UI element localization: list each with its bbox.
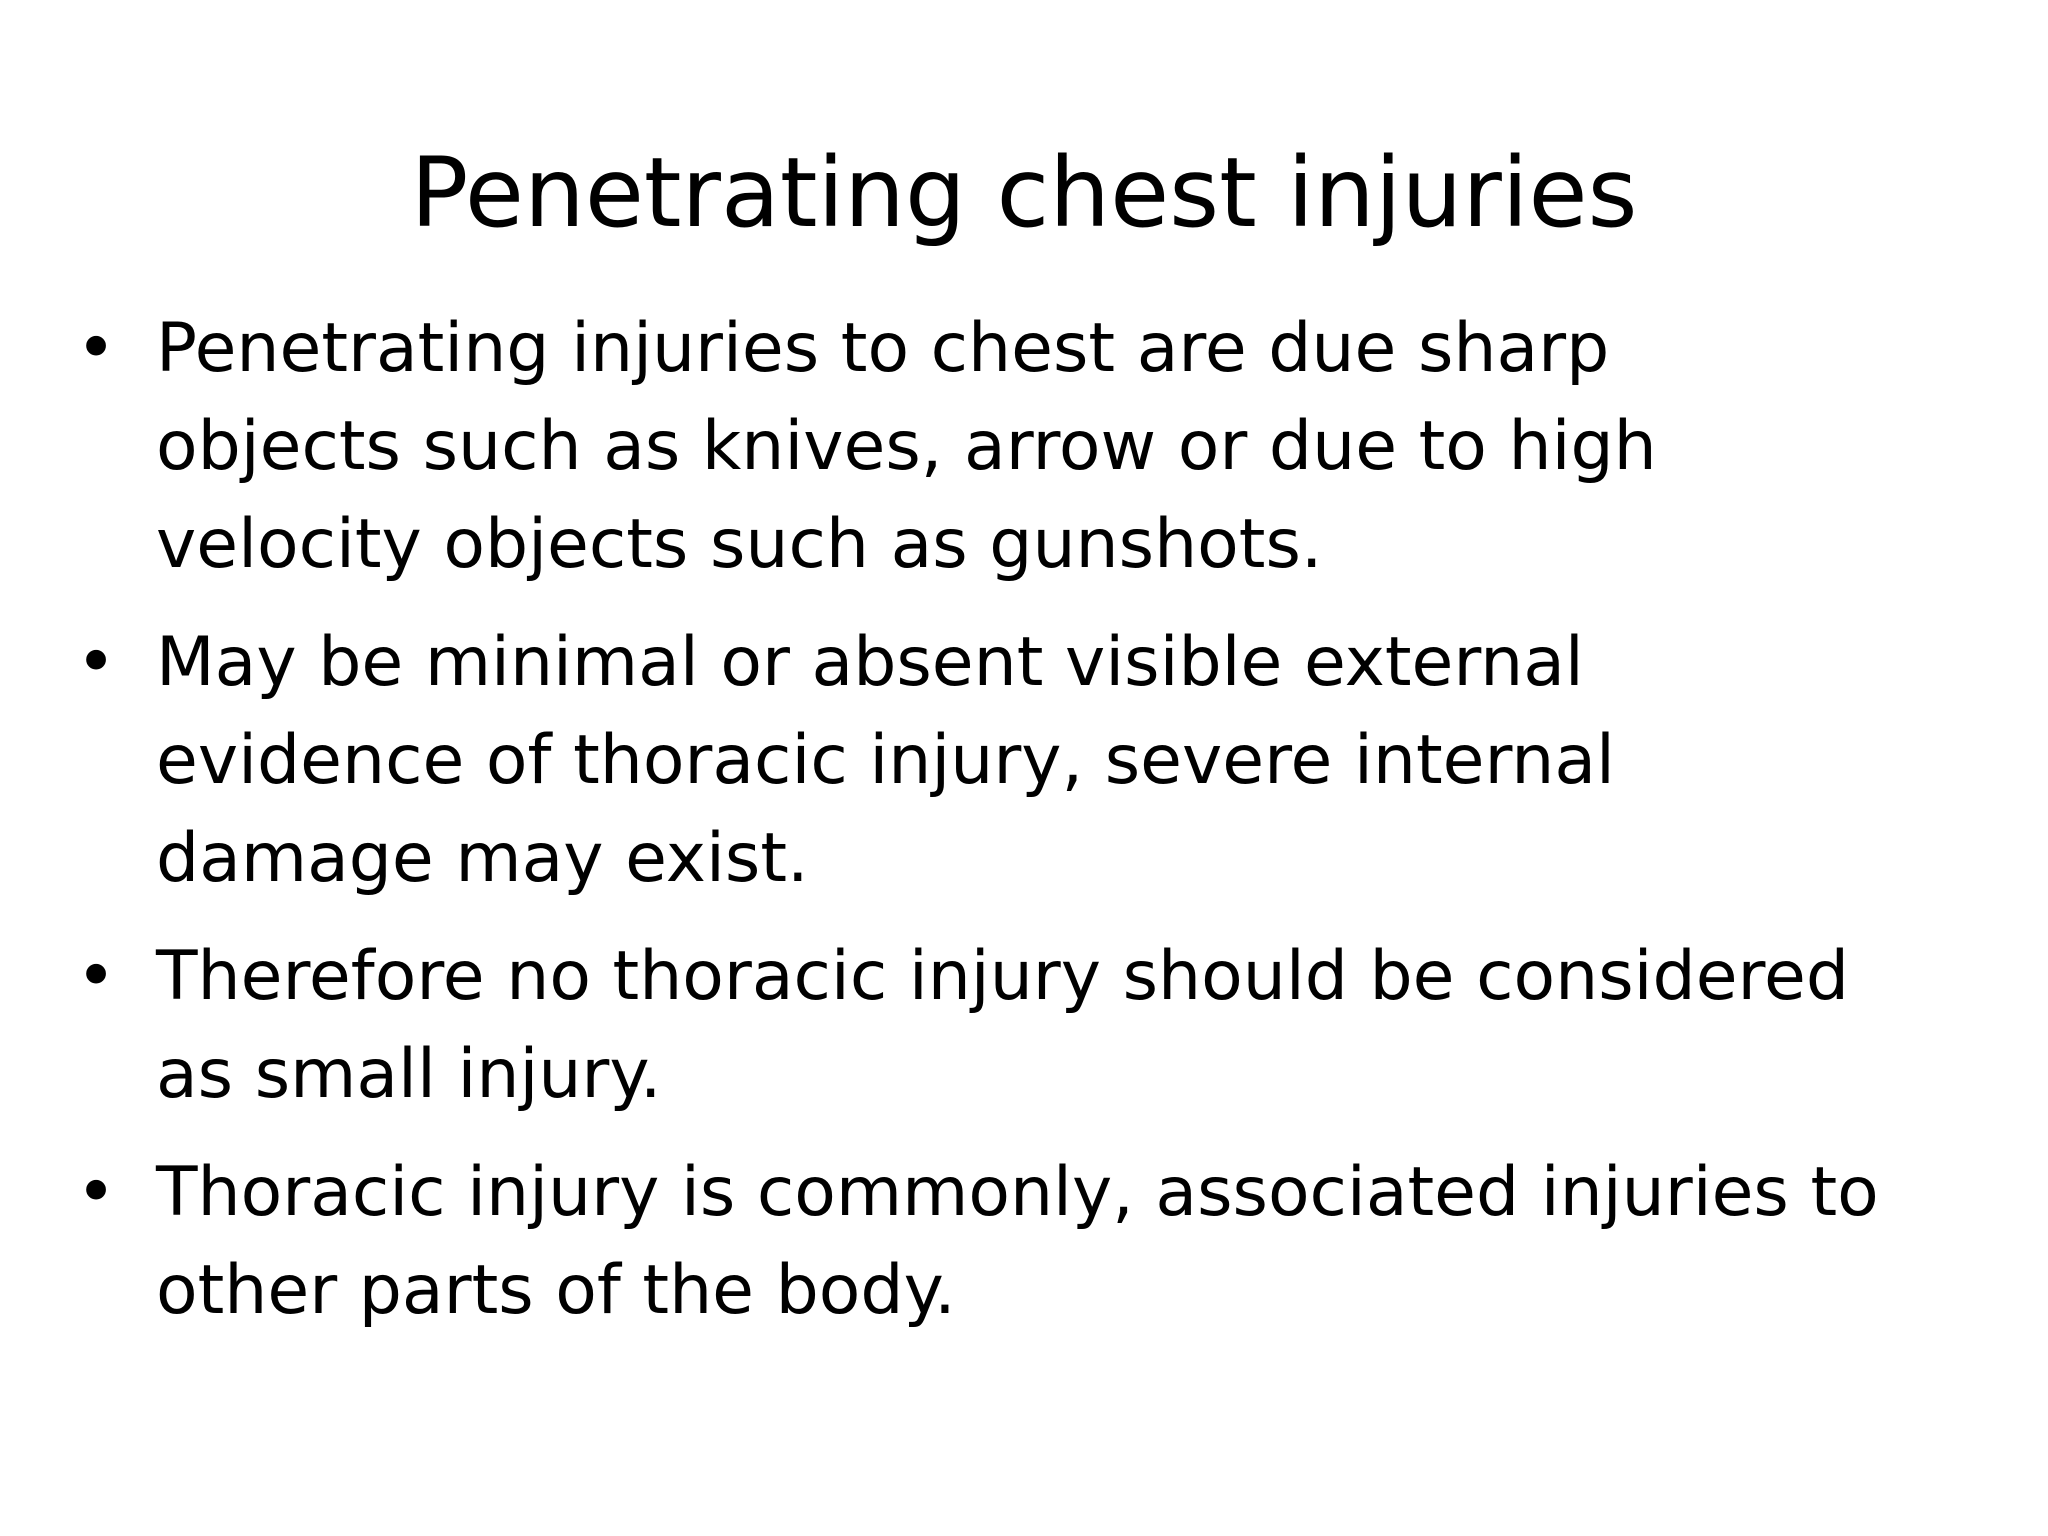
bullet-text: [156, 1144, 2036, 1340]
list-item: [76, 614, 2036, 908]
bullet-line: Penetrating injuries to chest are due sharp: [156, 309, 1610, 388]
bullet-line: as small injury.: [156, 1035, 662, 1114]
bullet-text: [156, 300, 2036, 594]
bullet-line: evidence of thoracic injury, severe internal: [156, 721, 1615, 800]
bullet-line: May be minimal or absent visible external: [156, 623, 1584, 702]
bullet-line: other parts of the body.: [156, 1251, 956, 1330]
list-item: [76, 300, 2036, 594]
slide-title: Penetrating chest injuries: [410, 137, 1638, 249]
bullet-line: velocity objects such as gunshots.: [156, 505, 1323, 584]
bullet-line: objects such as knives, arrow or due to high: [156, 407, 1657, 486]
list-item: [76, 928, 2036, 1124]
bullet-list: [76, 300, 2036, 1340]
bullet-text: [156, 928, 2036, 1124]
bullet-line: Thoracic injury is commonly, associated injuries to: [156, 1153, 1879, 1232]
list-item: [76, 1144, 2036, 1340]
bullet-text: [156, 614, 2036, 908]
bullet-line: damage may exist.: [156, 819, 809, 898]
bullet-icon: •: [76, 623, 117, 702]
bullet-icon: •: [76, 1153, 117, 1232]
bullet-icon: •: [76, 937, 117, 1016]
bullet-icon: •: [76, 309, 117, 388]
bullet-line: Therefore no thoracic injury should be considered: [156, 937, 1849, 1016]
